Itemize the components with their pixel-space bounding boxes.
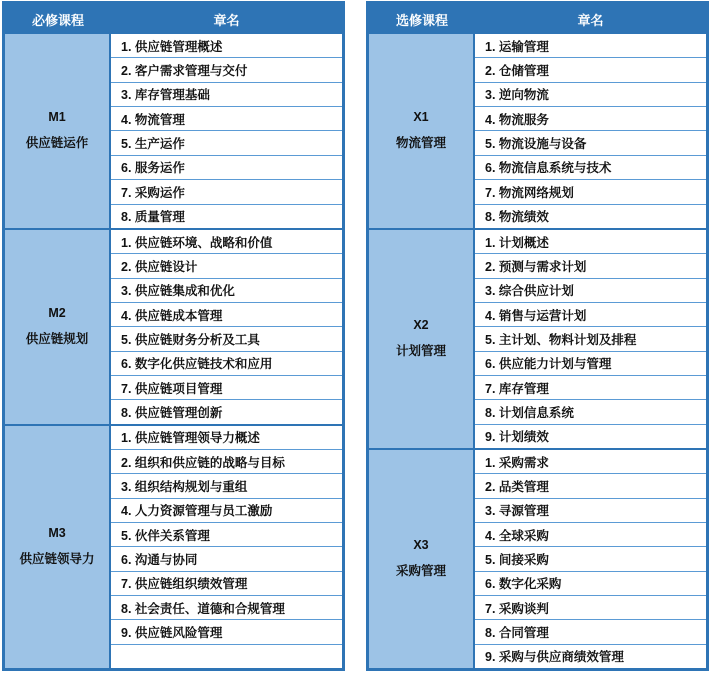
chapter-row: 6. 供应能力计划与管理 bbox=[475, 351, 706, 375]
course-section-m3 bbox=[5, 424, 342, 668]
chapter-list bbox=[111, 426, 342, 668]
chapter-row: 9. 供应链风险管理 bbox=[111, 619, 342, 643]
chapter-row: 7. 库存管理 bbox=[475, 375, 706, 399]
course-column-header: 必修课程 bbox=[31, 12, 84, 28]
course-section-x2 bbox=[369, 228, 706, 448]
chapter-list bbox=[475, 34, 706, 228]
chapter-row: 7. 采购运作 bbox=[111, 179, 342, 203]
chapter-row: 1. 计划概述 bbox=[475, 230, 706, 253]
module-name: 物流管理 bbox=[395, 136, 446, 151]
chapter-row: 1. 供应链环境、战略和价值 bbox=[111, 230, 342, 253]
chapter-column-header: 章名 bbox=[577, 12, 604, 28]
chapter-row: 6. 数字化供应链技术和应用 bbox=[111, 351, 342, 375]
chapter-row: 6. 服务运作 bbox=[111, 155, 342, 179]
table-header bbox=[369, 4, 706, 34]
table-body bbox=[369, 34, 706, 668]
chapter-list bbox=[475, 230, 706, 448]
chapter-row: 7. 供应链项目管理 bbox=[111, 375, 342, 399]
chapter-row: 6. 数字化采购 bbox=[475, 571, 706, 595]
module-cell bbox=[369, 450, 475, 668]
chapter-row: 3. 库存管理基础 bbox=[111, 82, 342, 106]
module-cell bbox=[5, 230, 111, 424]
chapter-row: 2. 品类管理 bbox=[475, 473, 706, 497]
course-column-header: 选修课程 bbox=[395, 12, 448, 28]
course-section-m2 bbox=[5, 228, 342, 424]
chapter-row: 7. 物流网络规划 bbox=[475, 179, 706, 203]
elective-courses-table bbox=[366, 1, 709, 671]
module-code: X1 bbox=[413, 110, 429, 125]
module-name: 供应链规划 bbox=[25, 332, 89, 347]
chapter-row: 8. 社会责任、道德和合规管理 bbox=[111, 595, 342, 619]
chapter-row: 3. 综合供应计划 bbox=[475, 278, 706, 302]
chapter-row: 1. 供应链管理概述 bbox=[111, 34, 342, 57]
module-name: 采购管理 bbox=[395, 564, 446, 579]
chapter-row: 6. 沟通与协同 bbox=[111, 546, 342, 570]
chapter-row: 4. 物流服务 bbox=[475, 106, 706, 130]
required-courses-table bbox=[2, 1, 345, 671]
chapter-row: 5. 物流设施与设备 bbox=[475, 130, 706, 154]
chapter-row: 9. 采购与供应商绩效管理 bbox=[475, 644, 706, 668]
course-section-x1 bbox=[369, 34, 706, 228]
chapter-row: 5. 主计划、物料计划及排程 bbox=[475, 326, 706, 350]
module-cell bbox=[369, 230, 475, 448]
chapter-row: 5. 伙伴关系管理 bbox=[111, 522, 342, 546]
chapter-row: 4. 全球采购 bbox=[475, 522, 706, 546]
chapter-column-header: 章名 bbox=[213, 12, 240, 28]
module-code: X3 bbox=[413, 538, 429, 553]
chapter-row: 4. 销售与运营计划 bbox=[475, 302, 706, 326]
chapter-row: 4. 物流管理 bbox=[111, 106, 342, 130]
module-name: 供应链领导力 bbox=[19, 552, 95, 567]
chapter-row: 2. 组织和供应链的战略与目标 bbox=[111, 449, 342, 473]
chapter-row: 2. 仓储管理 bbox=[475, 57, 706, 81]
chapter-row: 2. 供应链设计 bbox=[111, 253, 342, 277]
chapter-row: 8. 物流绩效 bbox=[475, 204, 706, 228]
chapter-row: 3. 逆向物流 bbox=[475, 82, 706, 106]
chapter-row: 8. 供应链管理创新 bbox=[111, 399, 342, 423]
module-code: M1 bbox=[48, 110, 66, 125]
chapter-row: 1. 采购需求 bbox=[475, 450, 706, 473]
chapter-row: 8. 计划信息系统 bbox=[475, 399, 706, 423]
chapter-row bbox=[111, 644, 342, 668]
chapter-row: 9. 计划绩效 bbox=[475, 424, 706, 448]
module-name: 计划管理 bbox=[395, 344, 446, 359]
chapter-row: 7. 采购谈判 bbox=[475, 595, 706, 619]
module-cell bbox=[369, 34, 475, 228]
chapter-row: 5. 间接采购 bbox=[475, 546, 706, 570]
chapter-row: 1. 运输管理 bbox=[475, 34, 706, 57]
chapter-row: 4. 供应链成本管理 bbox=[111, 302, 342, 326]
chapter-list bbox=[475, 450, 706, 668]
chapter-row: 3. 供应链集成和优化 bbox=[111, 278, 342, 302]
module-code: M3 bbox=[48, 526, 66, 541]
module-code: X2 bbox=[413, 318, 429, 333]
chapter-row: 2. 客户需求管理与交付 bbox=[111, 57, 342, 81]
chapter-row: 5. 供应链财务分析及工具 bbox=[111, 326, 342, 350]
chapter-row: 1. 供应链管理领导力概述 bbox=[111, 426, 342, 449]
chapter-row: 2. 预测与需求计划 bbox=[475, 253, 706, 277]
chapter-list bbox=[111, 34, 342, 228]
chapter-row: 7. 供应链组织绩效管理 bbox=[111, 571, 342, 595]
chapter-list bbox=[111, 230, 342, 424]
module-name: 供应链运作 bbox=[25, 136, 89, 151]
course-section-x3 bbox=[369, 448, 706, 668]
chapter-row: 4. 人力资源管理与员工激励 bbox=[111, 498, 342, 522]
chapter-row: 5. 生产运作 bbox=[111, 130, 342, 154]
module-cell bbox=[5, 426, 111, 668]
table-body bbox=[5, 34, 342, 668]
chapter-row: 8. 合同管理 bbox=[475, 619, 706, 643]
chapter-row: 6. 物流信息系统与技术 bbox=[475, 155, 706, 179]
chapter-row: 8. 质量管理 bbox=[111, 204, 342, 228]
chapter-row: 3. 组织结构规划与重组 bbox=[111, 473, 342, 497]
module-code: M2 bbox=[48, 306, 66, 321]
course-section-m1 bbox=[5, 34, 342, 228]
module-cell bbox=[5, 34, 111, 228]
table-header bbox=[5, 4, 342, 34]
chapter-row: 3. 寻源管理 bbox=[475, 498, 706, 522]
